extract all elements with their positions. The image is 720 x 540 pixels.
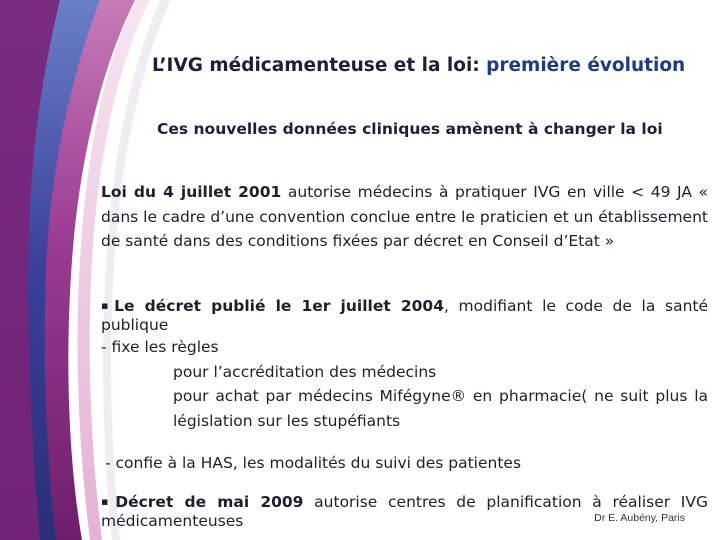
footer-author: Dr E. Aubény, Paris bbox=[591, 512, 685, 524]
decret-2004-heading: Le décret publié le 1er juillet 2004 bbox=[114, 297, 444, 315]
paragraph-loi-2001-heading: Loi du 4 juillet 2001 bbox=[101, 183, 282, 201]
paragraph-loi-2001 bbox=[101, 180, 708, 254]
bullet-icon: ▪ bbox=[101, 495, 115, 508]
paragraph-loi-2001-text: autorise médecins à pratiquer IVG en ville < 49 JA « dans le cadre d’une convention conclue entre le praticien et un établissement de santé dans des conditions fixées par décret en Conseil d’Etat » bbox=[101, 183, 708, 250]
decret-2004-rules: - fixe les règles bbox=[101, 338, 219, 356]
slide-subtitle: Ces nouvelles données cliniques amènent à changer la loi bbox=[157, 120, 663, 138]
decret-2004-lead bbox=[101, 296, 708, 335]
bullet-icon: ▪ bbox=[101, 299, 114, 312]
title-main: L’IVG médicamenteuse et la loi: bbox=[152, 55, 487, 76]
decret-2009-text: autorise centres de planification à réaliser IVG médicamenteuses bbox=[101, 493, 708, 530]
decret-2009-heading: Décret de mai 2009 bbox=[115, 493, 304, 511]
decret-2004-text: , modifiant le code de la santé publique bbox=[101, 297, 709, 334]
slide-title bbox=[152, 55, 712, 76]
title-accent: première évolution bbox=[486, 55, 686, 76]
decret-2004-accreditation: pour l’accréditation des médecins bbox=[173, 362, 437, 381]
paragraph-decret-2004 bbox=[101, 296, 708, 433]
paragraph-has: - confie à la HAS, les modalités du suivi des patientes bbox=[105, 454, 522, 472]
decret-2004-pharmacy: pour achat par médecins Mifégyne® en pharmacie( ne suit plus la législation sur les stupéfiants bbox=[173, 387, 708, 430]
